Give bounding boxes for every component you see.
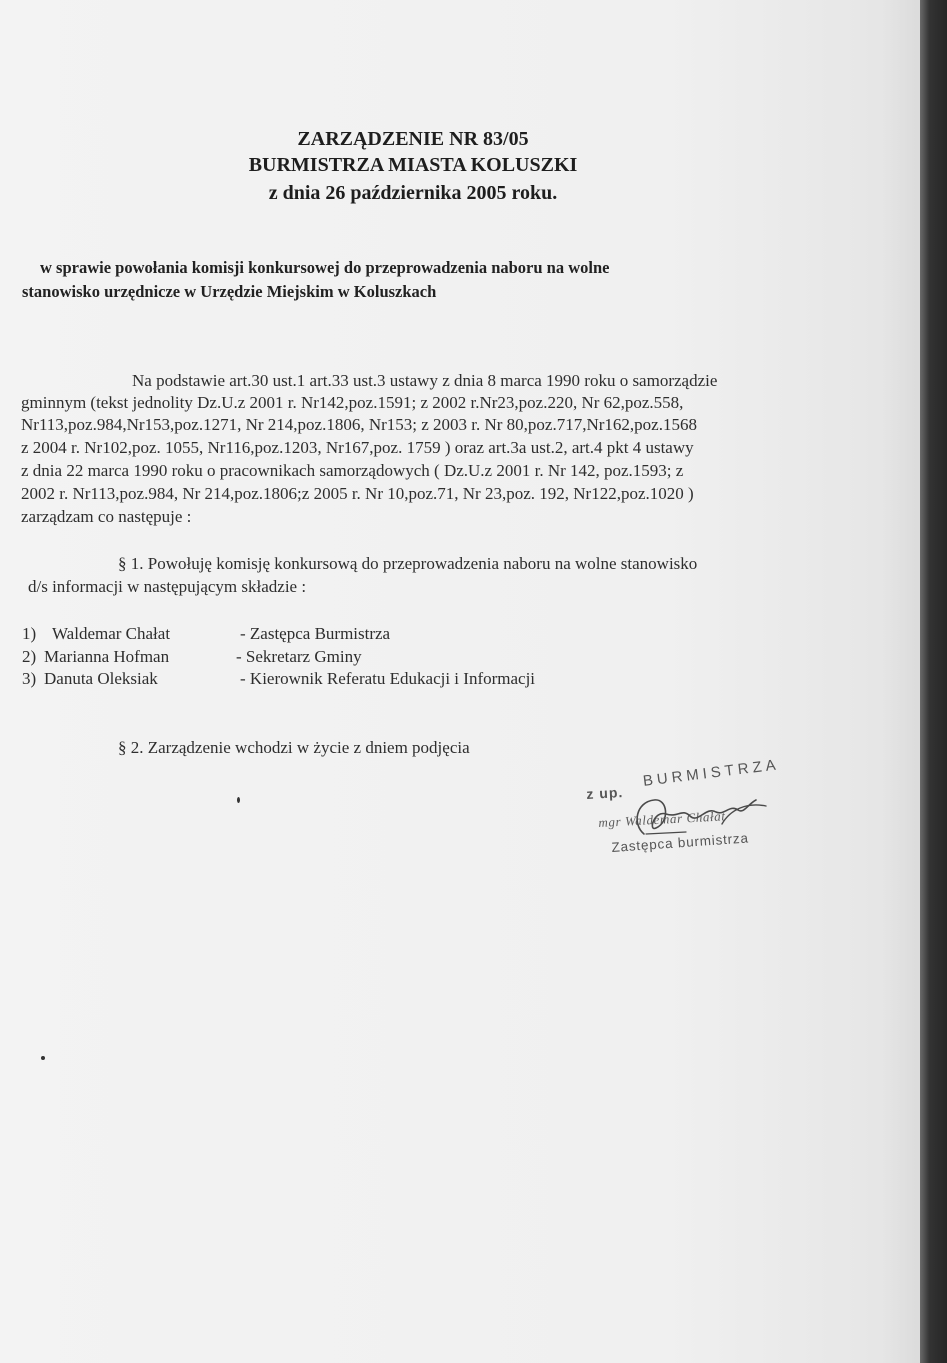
handwritten-signature xyxy=(626,790,776,850)
decree-date: z dnia 26 października 2005 roku. xyxy=(268,182,558,204)
member-number: 3) xyxy=(22,669,37,688)
member-number: 2) xyxy=(22,647,37,666)
body-line: zarządzam co następuje : xyxy=(21,507,192,526)
member-number: 1) xyxy=(22,624,37,643)
section-1-line-2: d/s informacji w następującym składzie : xyxy=(28,577,307,596)
stamp-name: mgr Waldemar Chałat xyxy=(598,808,726,830)
subject-line-1: w sprawie powołania komisji konkursowej do przeprowadzenia naboru na wolne xyxy=(40,258,610,277)
scan-edge-shadow xyxy=(920,0,947,1363)
body-line: z 2004 r. Nr102,poz. 1055, Nr116,poz.1203, Nr167,poz. 1759 ) oraz art.3a ust.2, art.4 pkt 4 ustawy xyxy=(21,438,694,457)
section-1-line-1: § 1. Powołuję komisję konkursową do przeprowadzenia naboru na wolne stanowisko xyxy=(118,554,698,573)
scan-speck xyxy=(237,797,240,803)
decree-title: ZARZĄDZENIE NR 83/05 xyxy=(297,128,529,150)
section-2: § 2. Zarządzenie wchodzi w życie z dniem podjęcia xyxy=(118,738,470,757)
body-line: 2002 r. Nr113,poz.984, Nr 214,poz.1806;z 2005 r. Nr 10,poz.71, Nr 23,poz. 192, Nr122,poz.1020 ) xyxy=(21,484,694,503)
member-name: Marianna Hofman xyxy=(44,647,170,666)
member-role: - Sekretarz Gminy xyxy=(236,647,362,666)
member-name: Danuta Oleksiak xyxy=(44,669,158,688)
body-line: z dnia 22 marca 1990 roku o pracownikach samorządowych ( Dz.U.z 2001 r. Nr 142, poz.1593; z xyxy=(21,461,684,480)
stamp-position: Zastępca burmistrza xyxy=(611,830,750,855)
member-role: - Zastępca Burmistrza xyxy=(240,624,391,643)
subject-line-2: stanowisko urzędnicze w Urzędzie Miejskim w Koluszkach xyxy=(22,282,437,301)
member-role: - Kierownik Referatu Edukacji i Informacji xyxy=(240,669,536,688)
scan-speck xyxy=(41,1056,45,1060)
issuer-title: BURMISTRZA MIASTA KOLUSZKI xyxy=(248,154,578,176)
stamp-office: BURMISTRZA xyxy=(642,756,781,790)
stamp-prefix: z up. xyxy=(586,784,624,802)
member-name: Waldemar Chałat xyxy=(52,624,171,643)
body-line: Nr113,poz.984,Nr153,poz.1271, Nr 214,poz.1806, Nr153; z 2003 r. Nr 80,poz.717,Nr162,poz.1568 xyxy=(21,415,697,434)
body-line: gminnym (tekst jednolity Dz.U.z 2001 r. Nr142,poz.1591; z 2002 r.Nr23,poz.220, Nr 62,poz.558, xyxy=(21,393,684,412)
body-line: Na podstawie art.30 ust.1 art.33 ust.3 ustawy z dnia 8 marca 1990 roku o samorządzie xyxy=(132,371,718,390)
